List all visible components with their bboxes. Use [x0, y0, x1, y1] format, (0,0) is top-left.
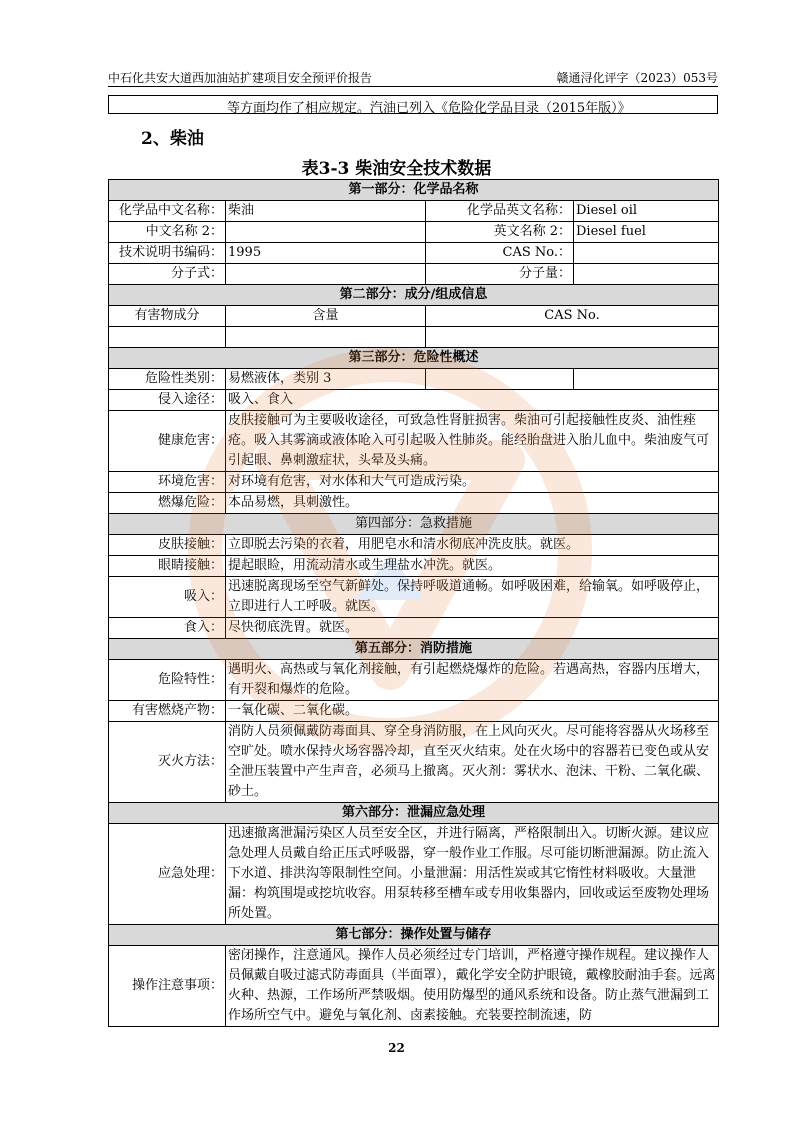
table-row — [109, 535, 719, 556]
table-row — [109, 946, 719, 1027]
part1-title: 第一部分：化学品名称 — [109, 180, 719, 201]
route-label: 侵入途径： — [109, 390, 226, 411]
part3-title: 第三部分：危险性概述 — [109, 348, 719, 369]
table-row — [109, 390, 719, 411]
content-cell — [226, 327, 426, 348]
component-cell — [109, 327, 226, 348]
eye-value: 提起眼睑，用流动清水或生理盐水冲洗。就医。 — [226, 556, 719, 577]
table-row — [109, 243, 719, 264]
table-row — [109, 824, 719, 925]
table-row — [109, 201, 719, 222]
inhale-label: 吸入： — [109, 577, 226, 618]
mw-label: 分子量： — [426, 264, 574, 285]
tech-code-value: 1995 — [226, 243, 426, 264]
hazard-class-value: 易燃液体，类别 3 — [226, 369, 426, 390]
table-row — [109, 411, 719, 472]
combustion-label: 有害燃烧产物： — [109, 701, 226, 722]
header-report-number: 赣通浔化评字（2023）053号 — [556, 71, 718, 85]
header-report-title: 中石化共安大道西加油站扩建项目安全预评价报告 — [108, 71, 373, 85]
table-row — [109, 369, 719, 390]
part4-header-row — [109, 514, 719, 535]
section-heading: 2、柴油 — [141, 129, 204, 149]
table-row — [109, 306, 719, 327]
page-number: 22 — [388, 1041, 405, 1055]
part5-header-row — [109, 639, 719, 660]
response-label: 应急处理： — [109, 824, 226, 925]
content-col-header: 含量 — [226, 306, 426, 327]
danger-label: 危险特性： — [109, 660, 226, 701]
health-value: 皮肤接触可为主要吸收途径，可致急性肾脏损害。柴油可引起接触性皮炎、油性痤疮。吸入其雾滴或液体呛入可引起吸入性肺炎。能经胎盘进入胎儿血中。柴油废气可引起眼、鼻刺激症状，头晕及头痛。 — [226, 411, 719, 472]
handling-value: 密闭操作，注意通风。操作人员必须经过专门培训，严格遵守操作规程。建议操作人员佩戴自吸过滤式防毒面具（半面罩），戴化学安全防护眼镜，戴橡胶耐油手套。远离火种、热源，工作场所严禁吸烟。使用防爆型的通风系统和设备。防止蒸气泄漏到工作场所空气中。避免与氧化剂、卤素接触。充装要控制流速，防 — [226, 946, 719, 1027]
table-row — [109, 327, 719, 348]
env-label: 环境危害： — [109, 472, 226, 493]
cn-name-label: 化学品中文名称： — [109, 201, 226, 222]
formula-label: 分子式： — [109, 264, 226, 285]
eye-label: 眼睛接触： — [109, 556, 226, 577]
formula-value — [226, 264, 426, 285]
fire-label: 燃爆危险： — [109, 493, 226, 514]
table-title: 表3-3 柴油安全技术数据 — [301, 159, 492, 179]
table-row — [109, 493, 719, 514]
table-row — [109, 660, 719, 701]
table-row — [109, 472, 719, 493]
table-row — [109, 556, 719, 577]
part1-header-row — [109, 180, 719, 201]
ingest-label: 食入： — [109, 618, 226, 639]
hazard-class-label: 危险性类别： — [109, 369, 226, 390]
cn-name2-value — [226, 222, 426, 243]
en-name-label: 化学品英文名称： — [426, 201, 574, 222]
page-header — [108, 68, 718, 87]
table-row — [109, 264, 719, 285]
continuation-text: 等方面均作了相应规定。汽油已列入《危险化学品目录（2015年版）》 — [227, 101, 631, 116]
component-col-header: 有害物成分 — [109, 306, 226, 327]
extinguish-value: 消防人员须佩戴防毒面具、穿全身消防服，在上风向灭火。尽可能将容器从火场移至空旷处。喷水保持火场容器冷却，直至灭火结束。处在火场中的容器若已变色或从安全泄压装置中产生声音，必须马上撤离。灭火剂：雾状水、泡沫、干粉、二氧化碳、砂土。 — [226, 722, 719, 803]
en-name2-label: 英文名称 2： — [426, 222, 574, 243]
handling-label: 操作注意事项： — [109, 946, 226, 1027]
cas-label: CAS No.： — [426, 243, 574, 264]
cn-name-value: 柴油 — [226, 201, 426, 222]
health-label: 健康危害： — [109, 411, 226, 472]
part5-title: 第五部分：消防措施 — [109, 639, 719, 660]
inhale-value: 迅速脱离现场至空气新鲜处。保持呼吸道通畅。如呼吸困难，给输氧。如呼吸停止，立即进行人工呼吸。就医。 — [226, 577, 719, 618]
cas-cell — [426, 327, 719, 348]
continuation-row — [108, 95, 718, 114]
part7-header-row — [109, 925, 719, 946]
part6-title: 第六部分：泄漏应急处理 — [109, 803, 719, 824]
ingest-value: 尽快彻底洗胃。就医。 — [226, 618, 719, 639]
part4-title: 第四部分：急救措施 — [109, 514, 719, 535]
skin-value: 立即脱去污染的衣着，用肥皂水和清水彻底冲洗皮肤。就医。 — [226, 535, 719, 556]
mw-value — [574, 264, 719, 285]
cas-value — [574, 243, 719, 264]
cas-col-header: CAS No. — [426, 306, 719, 327]
skin-label: 皮肤接触： — [109, 535, 226, 556]
part7-title: 第七部分：操作处置与储存 — [109, 925, 719, 946]
env-value: 对环境有危害，对水体和大气可造成污染。 — [226, 472, 719, 493]
part2-header-row — [109, 285, 719, 306]
part2-title: 第二部分：成分/组成信息 — [109, 285, 719, 306]
danger-value: 遇明火、高热或与氧化剂接触，有引起燃烧爆炸的危险。若遇高热，容器内压增大，有开裂和爆炸的危险。 — [226, 660, 719, 701]
hazard-class-blank — [426, 369, 574, 390]
fire-value: 本品易燃，具刺激性。 — [226, 493, 719, 514]
table-row — [109, 701, 719, 722]
part3-header-row — [109, 348, 719, 369]
hazard-class-blank-2 — [574, 369, 719, 390]
route-value: 吸入、食入 — [226, 390, 719, 411]
en-name2-value: Diesel fuel — [574, 222, 719, 243]
en-name-value: Diesel oil — [574, 201, 719, 222]
extinguish-label: 灭火方法： — [109, 722, 226, 803]
tech-code-label: 技术说明书编码： — [109, 243, 226, 264]
table-row — [109, 618, 719, 639]
table-row — [109, 577, 719, 618]
cn-name2-label: 中文名称 2： — [109, 222, 226, 243]
part6-header-row — [109, 803, 719, 824]
table-row — [109, 222, 719, 243]
diesel-safety-table — [108, 179, 719, 1027]
combustion-value: 一氧化碳、二氧化碳。 — [226, 701, 719, 722]
response-value: 迅速撤离泄漏污染区人员至安全区，并进行隔离，严格限制出入。切断火源。建议应急处理人员戴自给正压式呼吸器，穿一般作业工作服。尽可能切断泄漏源。防止流入下水道、排洪沟等限制性空间。小量泄漏：用活性炭或其它惰性材料吸收。大量泄漏：构筑围堤或挖坑收容。用泵转移至槽车或专用收集器内，回收或运至废物处理场所处置。 — [226, 824, 719, 925]
table-row — [109, 722, 719, 803]
